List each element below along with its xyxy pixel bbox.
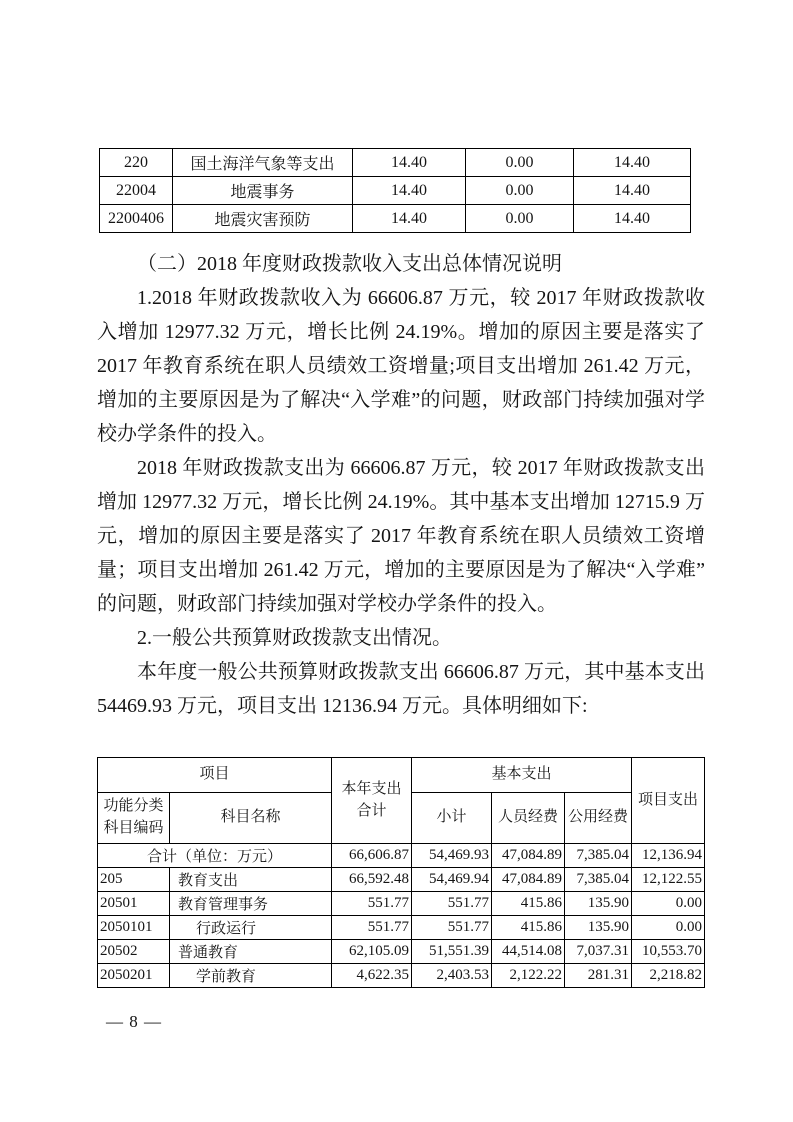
cell-value: 2,403.53 — [412, 964, 492, 988]
table-row — [100, 205, 691, 233]
header-annual-total: 本年支出合计 — [332, 758, 412, 844]
cell-name: 国土海洋气象等支出 — [173, 149, 353, 177]
cell-code: 2050101 — [98, 916, 170, 940]
cell-value: 2,218.82 — [632, 964, 705, 988]
cell-value: 12,122.55 — [632, 868, 705, 892]
cell-value: 14.40 — [353, 205, 466, 233]
cell-value: 14.40 — [574, 177, 691, 205]
cell-value: 14.40 — [353, 149, 466, 177]
paragraph-revenue: 1.2018 年财政拨款收入为 66606.87 万元，较 2017 年财政拨款收入增加 12977.32 万元，增长比例 24.19%。增加的原因主要是落实了 2017 年教育系统在职人员绩效工资增量;项目支出增加 261.42 万元，增加的主要原因是为了解决“入学难”的问题，财政部门持续加强对学校办学条件的投入。 — [97, 287, 705, 445]
cell-value: 551.77 — [412, 916, 492, 940]
header-row-1 — [98, 758, 705, 793]
cell-name: 地震灾害预防 — [173, 205, 353, 233]
cell-code: 2050201 — [98, 964, 170, 988]
cell-name: 教育支出 — [170, 868, 332, 892]
cell-value: 14.40 — [353, 177, 466, 205]
table-row — [98, 940, 705, 964]
cell-value: 44,514.08 — [492, 940, 565, 964]
continued-table-body — [100, 149, 691, 233]
header-public-funds: 公用经费 — [565, 793, 632, 844]
page-number: — 8 — — [106, 1012, 162, 1031]
cell-value: 0.00 — [632, 892, 705, 916]
cell-value: 10,553.70 — [632, 940, 705, 964]
header-project-expenditure: 项目支出 — [632, 758, 705, 844]
header-subtotal: 小计 — [412, 793, 492, 844]
cell-code: 205 — [98, 868, 170, 892]
continued-expense-table — [99, 148, 691, 233]
cell-value: 62,105.09 — [332, 940, 412, 964]
cell-value: 54,469.94 — [412, 868, 492, 892]
paragraph-subheading: 2.一般公共预算财政拨款支出情况。 — [137, 627, 452, 649]
cell-value: 66,592.48 — [332, 868, 412, 892]
cell-value: 14.40 — [574, 205, 691, 233]
cell-name: 行政运行 — [170, 916, 332, 940]
cell-value: 135.90 — [565, 916, 632, 940]
cell-value: 0.00 — [632, 916, 705, 940]
cell-value: 551.77 — [412, 892, 492, 916]
cell-value: 66,606.87 — [332, 844, 412, 868]
cell-code: 2200406 — [100, 205, 173, 233]
cell-value: 0.00 — [466, 205, 574, 233]
cell-value: 51,551.39 — [412, 940, 492, 964]
table-row — [100, 177, 691, 205]
table-row — [98, 868, 705, 892]
cell-code: 22004 — [100, 177, 173, 205]
header-function-code: 功能分类科目编码 — [98, 793, 170, 844]
cell-name: 地震事务 — [173, 177, 353, 205]
cell-value: 4,622.35 — [332, 964, 412, 988]
cell-value: 14.40 — [574, 149, 691, 177]
table-row — [98, 964, 705, 988]
table-row — [98, 892, 705, 916]
cell-value: 0.00 — [466, 149, 574, 177]
budget-detail-table — [97, 757, 705, 988]
cell-name: 教育管理事务 — [170, 892, 332, 916]
table-row — [98, 916, 705, 940]
header-item: 项目 — [98, 758, 332, 793]
header-subject-name: 科目名称 — [170, 793, 332, 844]
cell-value: 7,037.31 — [565, 940, 632, 964]
cell-value: 47,084.89 — [492, 844, 565, 868]
header-personnel-funds: 人员经费 — [492, 793, 565, 844]
cell-total-label: 合计（单位：万元） — [98, 844, 332, 868]
cell-value: 551.77 — [332, 892, 412, 916]
table-row-total — [98, 844, 705, 868]
cell-value: 0.00 — [466, 177, 574, 205]
cell-code: 20502 — [98, 940, 170, 964]
cell-value: 2,122.22 — [492, 964, 565, 988]
cell-name: 学前教育 — [170, 964, 332, 988]
paragraph-expenditure: 2018 年财政拨款支出为 66606.87 万元，较 2017 年财政拨款支出增加 12977.32 万元，增长比例 24.19%。其中基本支出增加 12715.9 万元，增加的原因主要是落实了 2017 年教育系统在职人员绩效工资增量；项目支出增加 261.42 万元，增加的主要原因是为了解决“入学难”的问题，财政部门持续加强对学校办学条件的投入。 — [97, 457, 705, 615]
cell-name: 普通教育 — [170, 940, 332, 964]
header-basic-expenditure: 基本支出 — [412, 758, 632, 793]
cell-value: 281.31 — [565, 964, 632, 988]
budget-table-header — [98, 758, 705, 844]
cell-value: 12,136.94 — [632, 844, 705, 868]
section-body — [97, 247, 705, 755]
cell-value: 415.86 — [492, 892, 565, 916]
cell-code: 220 — [100, 149, 173, 177]
table-row — [100, 149, 691, 177]
paragraph-detail-intro: 本年度一般公共预算财政拨款支出 66606.87 万元，其中基本支出 54469.93 万元，项目支出 12136.94 万元。具体明细如下: — [97, 661, 705, 717]
cell-value: 47,084.89 — [492, 868, 565, 892]
section-heading: （二）2018 年度财政拨款收入支出总体情况说明 — [137, 253, 562, 275]
cell-value: 415.86 — [492, 916, 565, 940]
budget-table-body — [98, 844, 705, 988]
cell-value: 7,385.04 — [565, 868, 632, 892]
cell-value: 135.90 — [565, 892, 632, 916]
cell-value: 7,385.04 — [565, 844, 632, 868]
cell-code: 20501 — [98, 892, 170, 916]
cell-value: 551.77 — [332, 916, 412, 940]
cell-value: 54,469.93 — [412, 844, 492, 868]
